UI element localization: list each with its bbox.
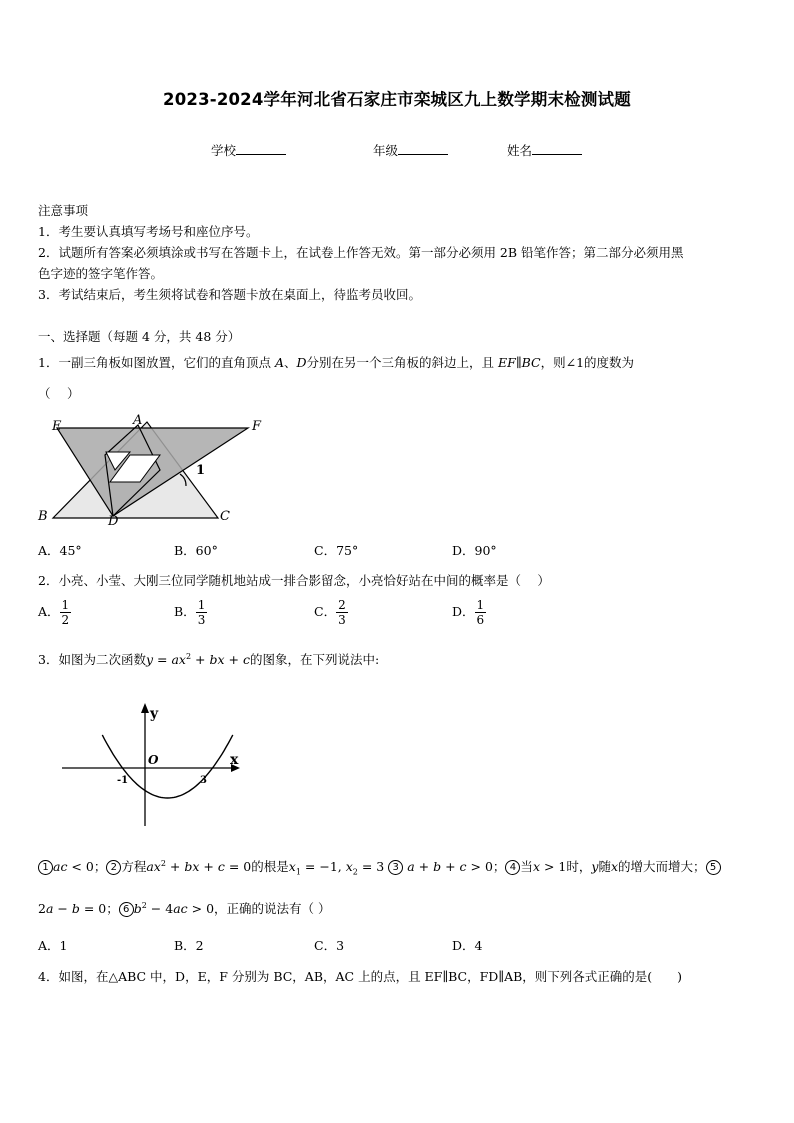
q3-t-inc2: 的增大而增大；	[618, 859, 706, 874]
grade-blank	[398, 142, 448, 155]
q2-a-num: 1	[61, 598, 70, 612]
origin-label: O	[148, 753, 159, 767]
grade-field	[373, 141, 448, 159]
y-axis-label: y	[150, 706, 159, 722]
q2-option-a-label: A．	[38, 604, 60, 619]
q3-t-x: x	[610, 859, 619, 874]
q3-t-when: 当	[520, 859, 533, 874]
question-1-paren: （ ）	[38, 386, 80, 401]
school-blank	[236, 142, 286, 155]
q3-parabola-graph	[58, 700, 248, 830]
label-angle-1: 1	[196, 463, 206, 478]
root-2-label: 3	[200, 775, 207, 786]
grade-label: 年级	[373, 143, 399, 158]
q2-option-d-label: D．	[452, 604, 475, 619]
q1-condition: EF∥BC	[498, 355, 541, 370]
section-heading: 一、选择题（每题 4 分，共 48 分）	[38, 329, 241, 344]
label-d: D	[108, 514, 119, 529]
statement-3-marker: 3	[388, 860, 403, 875]
q3-function: y	[145, 652, 154, 667]
q2-a-den: 2	[61, 613, 70, 627]
q3-option-d: D．4	[452, 938, 483, 953]
q2-d-num: 1	[476, 598, 485, 612]
root-1-label: -1	[117, 775, 129, 786]
q3-t-then: 时，	[566, 859, 592, 874]
note-item-2-cont: 色字迹的签字笔作答。	[38, 266, 164, 281]
x-axis-label: x	[230, 752, 239, 768]
q1-text-c: ，则∠1的度数为	[540, 355, 635, 370]
question-2-text: 2．小亮、小莹、大刚三位同学随机地站成一排合影留念，小亮恰好站在中间的概率是（ ）	[38, 573, 550, 588]
note-item-2: 2．试题所有答案必须填涂或书写在答题卡上，在试卷上作答无效。第一部分必须用 2B 铅笔作答；第二部分必须用黑	[38, 245, 684, 260]
q2-option-a	[38, 598, 71, 627]
q2-option-b	[174, 598, 207, 627]
q2-c-den: 3	[338, 613, 346, 627]
label-c: C	[220, 509, 230, 524]
note-item-1: 1．考生要认真填写考场号和座位序号。	[38, 224, 259, 239]
name-label: 姓名	[507, 143, 533, 158]
y-axis-arrow	[141, 703, 149, 713]
q3-t-y: y	[591, 859, 599, 874]
q3-t-correct: ，正确的说法有（ ）	[214, 901, 331, 916]
q1-option-d: D．90°	[452, 543, 497, 558]
q1-option-a: A．45°	[38, 543, 82, 558]
q1-text-a: 1．一副三角板如图放置，它们的直角顶点	[38, 355, 271, 370]
notes-heading: 注意事项	[38, 203, 89, 218]
q1-option-b: B．60°	[174, 543, 218, 558]
statement-5-marker: 5	[706, 860, 721, 875]
q2-option-c-frac	[336, 598, 348, 627]
q2-option-b-frac	[196, 598, 208, 627]
q2-b-num: 1	[197, 598, 206, 612]
label-a: A	[133, 413, 143, 428]
label-b: B	[38, 509, 48, 524]
statement-4-marker: 4	[505, 860, 520, 875]
label-f: F	[252, 419, 262, 434]
page-title: 2023-2024学年河北省石家庄市栾城区九上数学期末检测试题	[163, 90, 631, 109]
q1-option-c: C．75°	[314, 543, 359, 558]
q2-option-c	[314, 598, 348, 627]
note-item-3: 3．考试结束后，考生须将试卷和答题卡放在桌面上，待监考员收回。	[38, 287, 421, 302]
question-3-text: 3．如图为二次函数$y = ax^2$ + bx + c的图象，在下列说法中:	[38, 651, 380, 667]
q2-c-num: 2	[338, 598, 346, 612]
q3-t-fc: 方程	[121, 859, 147, 874]
label-e: E	[52, 419, 62, 434]
q3-statements-line2: 2a − b = 0； 6 $b^2 - 4ac > 0$，正确的说法有（ ）	[38, 900, 331, 916]
question-1-text	[38, 353, 634, 371]
school-label: 学校	[211, 143, 237, 158]
q2-option-a-frac	[60, 598, 72, 627]
q1-triangle-figure	[30, 410, 280, 530]
q3-statements-line1: 1 ac < 0； 2 方程$ax^2$ + bx + c = 0的根是$x_1 = -1$, $x_2 = 3$ 3 a + b + c > 0； 4 当x > 1时，y随x的增大而增大； 5	[38, 857, 721, 875]
name-blank	[532, 142, 582, 155]
statement-6-marker: 6	[119, 902, 134, 917]
q2-option-c-label: C．	[314, 604, 337, 619]
parabola-curve	[102, 735, 233, 798]
q2-b-den: 3	[197, 613, 206, 627]
q1-sep: 、	[283, 355, 297, 370]
q2-option-d	[452, 598, 486, 627]
q2-d-den: 6	[476, 613, 485, 627]
q1-var-a: A	[274, 355, 284, 370]
q3-option-c: C．3	[314, 938, 345, 953]
statement-2-marker: 2	[106, 860, 121, 875]
q3-text-b: 的图象，在下列说法中:	[249, 652, 380, 667]
q1-text-b: 分别在另一个三角板的斜边上，且	[306, 355, 495, 370]
q3-t-inc: 随	[598, 859, 611, 874]
statement-1-marker: 1	[38, 860, 53, 875]
q3-option-a: A．1	[38, 938, 68, 953]
q1-var-d: D	[296, 355, 307, 370]
question-4-text: 4．如图，在△ABC 中，D，E，F 分别为 BC，AB，AC 上的点，且 EF∥BC，FD∥AB，则下列各式正确的是( )	[38, 969, 683, 984]
name-field	[507, 141, 582, 159]
q3-t-roots: 的根是	[251, 859, 289, 874]
school-field	[211, 141, 286, 159]
q3-option-b: B．2	[174, 938, 204, 953]
q3-text-a: 3．如图为二次函数	[38, 652, 146, 667]
q2-option-d-frac	[475, 598, 487, 627]
q2-option-b-label: B．	[174, 604, 196, 619]
